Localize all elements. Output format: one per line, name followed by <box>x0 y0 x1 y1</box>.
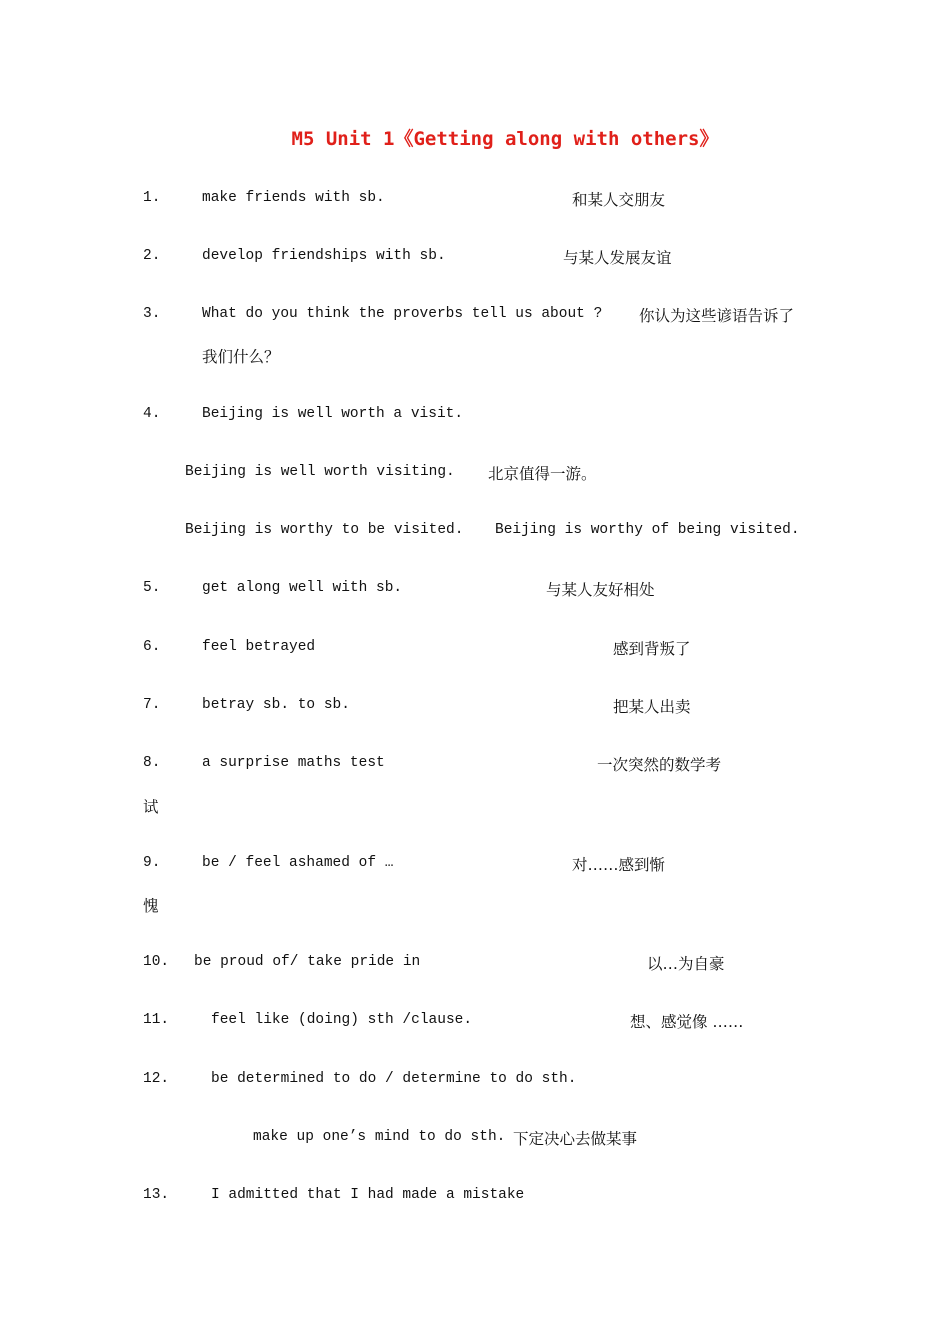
english-phrase: get along well with sb. <box>202 580 403 596</box>
chinese-translation: 感到背叛了 <box>613 640 691 658</box>
item-number: 2. <box>143 248 161 264</box>
english-phrase: a surprise maths test <box>202 755 385 771</box>
chinese-translation: 与某人友好相处 <box>546 581 655 599</box>
item-number: 11. <box>143 1012 170 1028</box>
item-number: 10. <box>143 954 170 970</box>
english-phrase: Beijing is well worth a visit. <box>202 406 464 422</box>
chinese-translation: 以…为自豪 <box>647 955 725 973</box>
english-phrase-variant: Beijing is worthy to be visited. <box>185 522 464 538</box>
chinese-translation: 与某人发展友谊 <box>563 249 672 267</box>
english-phrase: be / feel ashamed of … <box>202 855 394 871</box>
item-number: 1. <box>143 190 161 206</box>
chinese-translation: 对……感到惭 <box>572 856 666 874</box>
item-number: 7. <box>143 697 161 713</box>
chinese-translation-continued: 我们什么？ <box>202 348 280 366</box>
item-number: 9. <box>143 855 161 871</box>
english-phrase: What do you think the proverbs tell us about ? <box>202 306 603 322</box>
english-phrase: feel like (doing) sth /clause. <box>211 1012 473 1028</box>
chinese-translation: 一次突然的数学考 <box>597 756 722 774</box>
english-phrase: I admitted that I had made a mistake <box>211 1187 525 1203</box>
chinese-translation: 下定决心去做某事 <box>513 1130 638 1148</box>
chinese-translation: 想、感觉像 …… <box>630 1013 744 1031</box>
english-phrase-variant: Beijing is worthy of being visited. <box>495 522 800 538</box>
english-phrase: be determined to do / determine to do sth. <box>211 1071 577 1087</box>
chinese-translation: 和某人交朋友 <box>572 191 666 209</box>
chinese-translation-continued: 试 <box>143 798 159 816</box>
item-number: 8. <box>143 755 161 771</box>
item-number: 6. <box>143 639 161 655</box>
item-number: 3. <box>143 306 161 322</box>
item-number: 4. <box>143 406 161 422</box>
page-title: M5 Unit 1《Getting along with others》 <box>291 128 719 150</box>
english-phrase: betray sb. to sb. <box>202 697 350 713</box>
english-phrase-variant: Beijing is well worth visiting. <box>185 464 455 480</box>
item-number: 12. <box>143 1071 170 1087</box>
chinese-translation-continued: 愧 <box>143 897 159 915</box>
item-number: 5. <box>143 580 161 596</box>
english-phrase-variant: make up one’s mind to do sth. <box>253 1129 506 1145</box>
english-phrase: feel betrayed <box>202 639 316 655</box>
english-phrase: be proud of/ take pride in <box>194 954 421 970</box>
english-phrase: make friends with sb. <box>202 190 385 206</box>
chinese-translation: 把某人出卖 <box>613 698 691 716</box>
chinese-translation: 北京值得一游。 <box>488 465 597 483</box>
english-phrase: develop friendships with sb. <box>202 248 446 264</box>
chinese-translation: 你认为这些谚语告诉了 <box>639 307 795 325</box>
item-number: 13. <box>143 1187 170 1203</box>
